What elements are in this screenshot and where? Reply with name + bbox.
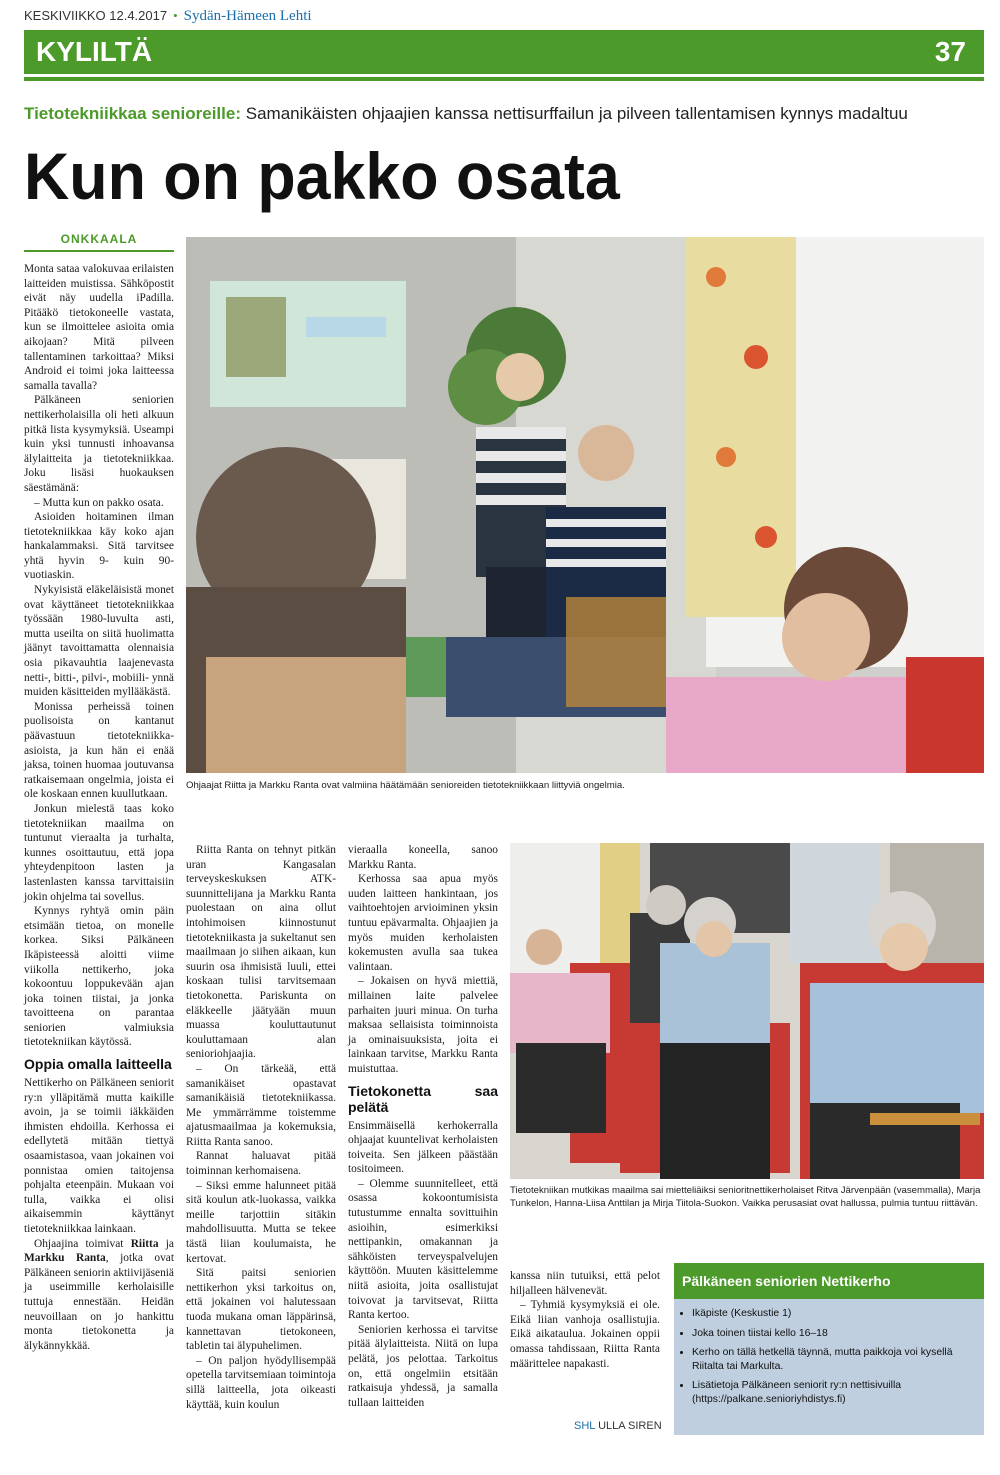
paragraph: – Jokaisen on hyvä miettiä, millainen laite palvelee parhaiten juuri minua. On turha maksaa sellaisista toiminnoista ja ominaisuuksista, joita ei lainkaan tarvitse, Markku Ranta muistuttaa. [348, 975, 498, 1075]
photo-instructors-illustration [186, 237, 984, 773]
location-rubric: ONKKAALA [60, 232, 138, 246]
photo-seniors-illustration [510, 843, 984, 1179]
paragraph: Monta sataa valokuvaa erilaisten laitteiden muistissa. Sähköpostit eivät näy uudella iPadilla. Pitääkö tietokoneelle vastata, kun se ilmoittelee asioita omia aikojaan? Mitä pilveen tallentaminen tarkoittaa? Miksi Android ei toimi joka laitteessa samalla tavalla? [24, 263, 174, 392]
paragraph: Nykyisistä eläkeläisistä monet ovat käyttäneet tietotekniikkaa työssään 1980-luvulta asti, mutta useilta on siitä huolimatta jäänyt tavoittamatta olennaisia osia pikavauhtia laajenevasta netti-, bitti-, pilvi-, mobiili- ynnä muiden käsitteiden myllääkästä. [24, 584, 174, 699]
text-run: ja [158, 1237, 174, 1250]
paragraph: Rannat haluavat pitää toiminnan kerhomaisena. [186, 1150, 336, 1178]
paragraph: Pälkäneen seniorien nettikerholaisilla oli heti alkuun pitkä lista kysymyksiä. Useampi kuin yksi tunnusti inhoavansa älylaitteita ja tietotekniikkaa. Joku lisäsi huokauksen säestämänä: [24, 394, 174, 494]
issue-line [24, 8, 312, 25]
paragraph: – Tyhmiä kysymyksiä ei ole. Eikä liian vanhoja osallistujia. Eikä aikataulua. Jokainen oppii omassa tahdissaan, Riitta Ranta määrittelee napakasti. [510, 1299, 660, 1370]
text-run: , jotka ovat Pälkäneen seniorin aktiivijäseniä ja useimmille kerholaisille tuttuja ennestään. Heidän neuvoillaan on jo hankittu monta tietokonetta ja älykännykkää. [24, 1252, 174, 1352]
person-name: Riitta [130, 1237, 159, 1250]
paragraph: Ensimmäisellä kerhokerralla ohjaajat kuuntelivat kerholaisten toiveita. Sen jälkeen päästään tositoimeen. [348, 1119, 498, 1176]
paragraph: – On tärkeää, että samanikäiset opastavat samanikäisiä tietotekniikassa. Me ymmärrämme toistemme ajatusmaailmaa ja kokemuksia, Riitta Ranta sanoo. [186, 1062, 336, 1148]
paragraph: Monissa perheissä toinen puolisoista on kantanut päävastuun tietotekniikka-asioista, ja kun hän ei enää jaksa, toinen huomaa joutuvansa ratkaisemaan ongelmia, joista ei ole koskaan ennen kuullutkaan. [24, 700, 174, 801]
paragraph [24, 1237, 174, 1354]
info-item-schedule: • Joka toinen tiistai kello 16–18 [692, 1327, 984, 1341]
paragraph: – Mutta kun on pakko osata. [34, 496, 164, 509]
photo-seniors [510, 843, 984, 1179]
kicker-text: Samanikäisten ohjaajien kanssa nettisurffailun ja pilveen tallentamisen kynnys madaltuu [245, 104, 908, 123]
paragraph: – Olemme suunnitelleet, että osassa kokoontumisista tutustumme ennalta sovittuihin asioihin, esimerkiksi nettipankin, omakannan ja sähköisten terveyspalvelujen käyttöön. Muuten käsittelemme niitä asioita, joita osallistujat toivovat ja tarvitsevat, Riitta Ranta kertoo. [348, 1177, 498, 1322]
header-separator: • [173, 8, 178, 23]
paragraph: Seniorien kerhossa ei tarvitse pitää älylaitteista. Niitä on lupa pelätä, jos pelottaa. Tarkoitus on, että ongelmiin etsitään ratkaisuja yhdessä, ja samalla tullaan laitteiden [348, 1323, 498, 1409]
byline-paper: SHL [574, 1420, 595, 1432]
paragraph: Jonkun mielestä taas koko tietotekniikan maailma on tuntunut vieraalta ja turhalta, kunnes osoittautuu, että jopa yhteydenpitoon lasten ja lastenlasten kanssa tarvittaisiin jokin ohjelma tai sovellus. [24, 802, 174, 903]
newspaper-name: Sydän-Hämeen Lehti [183, 8, 312, 24]
info-item-location: • Ikäpiste (Keskustie 1) [692, 1307, 984, 1321]
subheading: Oppia omalla laitteella [24, 1056, 172, 1073]
paragraph: vieraalla koneella, sanoo Markku Ranta. [348, 844, 498, 871]
info-box-list [674, 1307, 984, 1407]
paragraph: Sitä paitsi seniorien nettikerhon yksi tarkoitus on, että jokainen voi halutessaan tuoda mukana oman läppärinsä, kannettavan tietokoneen, tabletin tai älypuhelimen. [186, 1267, 336, 1353]
section-bar [24, 30, 984, 74]
article-column-2 [186, 843, 336, 1412]
info-box [674, 1263, 984, 1435]
paragraph: Kynnys ryhtyä omin päin etsimään tietoa, on monelle korkea. Siksi Pälkäneen Ikäpisteessä aloitti viime viikolla nettikerho, joka kokoontuu loppukevään ajan joka toinen tiistai, ja jonka tavoitteena on parantaa seniorien valmiuksia tietotekniikan käytössä. [24, 905, 174, 1049]
section-rule [24, 77, 984, 81]
info-box-title: Pälkäneen seniorien Nettikerho [674, 1263, 984, 1299]
issue-date: KESKIVIIKKO 12.4.2017 [24, 8, 168, 23]
paragraph: Nettikerho on Pälkäneen seniorit ry:n ylläpitämä mutta kaikille avoin, ja se toimii iäkkäiden ihmisten ehdoilla. Kerhossa ei edellytetä mitään tiettyä osaamistasoa, vaan jokainen voi ponnistaa omien taitojensa pohjalta eteenpäin. Mukaan voi tulla, vaikka ei olisi aikaisemmin käyttänyt tietotekniikkaa lainkaan. [24, 1077, 174, 1235]
kicker-lead: Tietotekniikkaa senioreille: [24, 104, 241, 123]
subheading: Tietokonetta saa pelätä [348, 1082, 498, 1115]
paragraph: Riitta Ranta on tehnyt pitkän uran Kangasalan terveyskeskuksen ATK-suunnittelijana ja Markku Ranta puolestaan on aina ollut intohimoisen kiinnostunut tietotekniikasta ja sukeltanut sen maailmaan jo siihen aikaan, kun suurin osa ihmisistä luuli, ettei koskaan tulisi tarvitsemaan tietokonetta. Pariskunta on eläkkeelle jäätyään muun muassa kouluttautunut kouluttamaan alan senioriohjaajia. [186, 844, 336, 1061]
page-number: 37 [934, 36, 966, 67]
person-name: Markku Ranta [24, 1252, 106, 1265]
paragraph: Kerhossa saa apua myös uuden laitteen hankintaan, jos vaihtoehtojen arvioiminen yksin tuntuu epävarmalta. Ohjaajien ja myös muiden kerholaisten kokemusten avulla saa tukea valintaan. [348, 873, 498, 973]
paragraph: – On paljon hyödyllisempää opetella tarvitsemiaan toimintoja sillä laitteella, jota oikeasti käyttää, kuin koulun [186, 1354, 336, 1411]
photo-instructors [186, 237, 984, 773]
photo-seniors-caption: Tietotekniikan mutkikas maailma sai mietteliäiksi senioritnettikerholaiset Ritva Järvenpään (vasemmalla), Marja Tunkelon, Hanna-Liisa Anttilan ja Mirja Tiitola-Suokon. Vaikka perusasiat ovat hallussa, pulmia tuntuu riittävän. [510, 1185, 981, 1209]
text-run: Ohjaajina toimivat [34, 1237, 131, 1250]
byline [574, 1420, 662, 1432]
paragraph: Asioiden hoitaminen ilman tietotekniikkaa käy koko ajan hankalammaksi. Sitä tarvitsee yhtä hyvin 9- kuin 90-vuotiaskin. [24, 511, 174, 582]
byline-author: ULLA SIREN [598, 1420, 662, 1432]
article-column-4 [510, 1269, 660, 1371]
info-item-availability: • Kerho on tällä hetkellä täynnä, mutta paikkoja voi kysellä Riitalta tai Markulta. [692, 1346, 984, 1373]
paragraph: kanssa niin tutuiksi, että pelot hiljalleen hälvenevät. [510, 1270, 660, 1297]
article-column-3 [348, 843, 498, 1410]
photo-instructors-caption: Ohjaajat Riitta ja Markku Ranta ovat valmiina häätämään senioreiden tietotekniikkaan liittyviä ongelmia. [186, 780, 625, 791]
paragraph: – Siksi emme halunneet pitää sitä koulun atk-luokassa, vaikka meille tarjottiin sitäkin mahdollisuutta. Mutta se tekee tästä liian koulumaista, he kertovat. [186, 1179, 336, 1265]
article-column-1 [24, 262, 174, 1353]
section-name: KYLILTÄ [36, 36, 153, 67]
kicker [24, 104, 984, 124]
headline: Kun on pakko osata [24, 139, 620, 213]
info-item-more-info: • Lisätietoja Pälkäneen seniorit ry:n nettisivuilla (https://palkane.senioriyhdistys.fi) [692, 1379, 984, 1406]
rubric-rule [24, 250, 174, 252]
